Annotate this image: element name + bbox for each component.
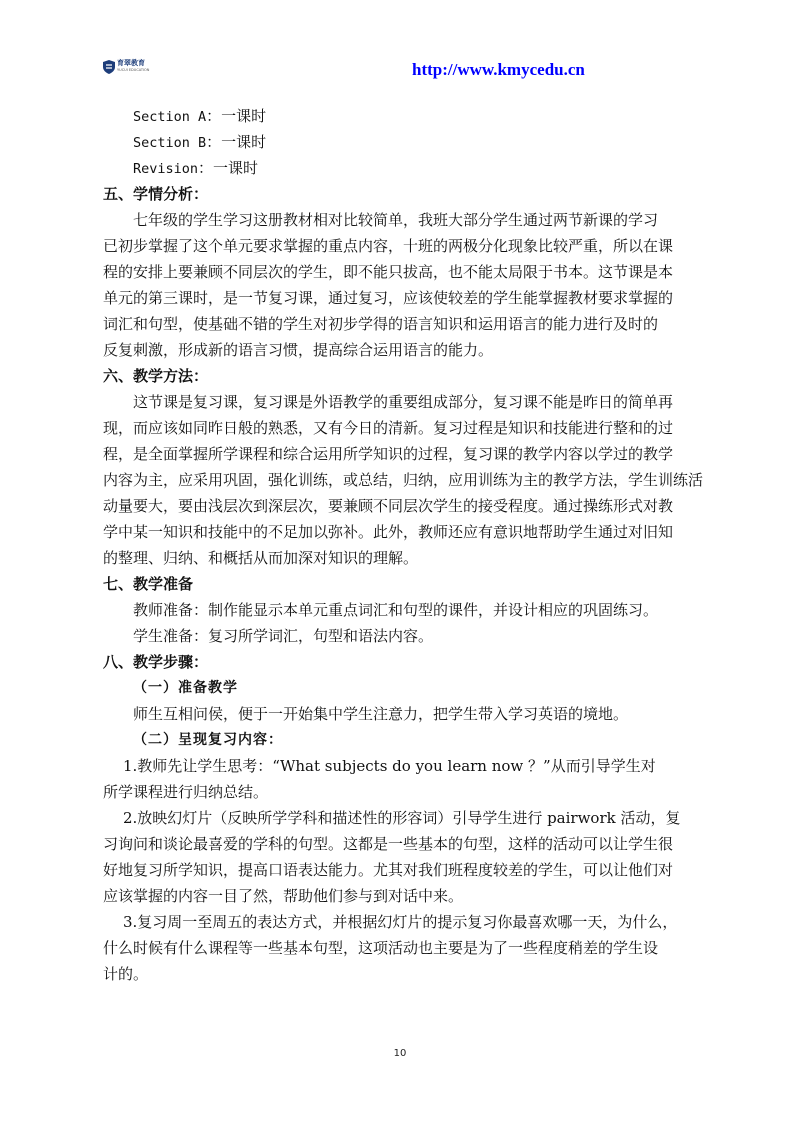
text-line: 3.复习周一至周五的表达方式，并根据幻灯片的提示复习你最喜欢哪一天，为什么， (123, 913, 678, 931)
text-line: 七年级的学生学习这册教材相对比较简单，我班大部分学生通过两节新课的学习 (133, 211, 659, 229)
sub-heading: （二）呈现复习内容： (133, 732, 283, 748)
page-number: 10 (393, 1048, 407, 1059)
section-heading: 六、教学方法： (103, 367, 209, 385)
text-line: Section A：一课时 (133, 107, 267, 125)
logo-subtext: YUCUI EDUCATION (117, 68, 150, 72)
header-url-link[interactable]: http://www.kmycedu.cn (412, 60, 585, 79)
sub-heading: （一）准备教学 (133, 680, 238, 696)
text-line: 词汇和句型，使基础不错的学生对初步学得的语言知识和运用语言的能力进行及时的 (103, 315, 659, 333)
text-line: 所学课程进行归纳总结。 (103, 783, 269, 801)
text-line: 什么时候有什么课程等一些基本句型，这项活动也主要是为了一些程度稍差的学生设 (103, 939, 659, 957)
text-line: 学生准备：复习所学词汇，句型和语法内容。 (133, 627, 434, 645)
text-line: Section B：一课时 (133, 133, 267, 151)
text-line: 学中某一知识和技能中的不足加以弥补。此外，教师还应有意识地帮助学生通过对旧知 (103, 523, 674, 541)
text-line: 计的。 (103, 965, 149, 983)
text-line: 动量要大，要由浅层次到深层次，要兼顾不同层次学生的接受程度。通过操练形式对教 (103, 497, 674, 515)
section-heading: 八、教学步骤： (103, 653, 209, 671)
text-line: 的整理、归纳、和概括从而加深对知识的理解。 (103, 549, 419, 567)
header-logo (103, 59, 155, 77)
text-line: 现，而应该如同昨日般的熟悉，又有今日的清新。复习过程是知识和技能进行整和的过 (103, 419, 674, 437)
text-line: 程的安排上要兼顾不同层次的学生，即不能只拔高，也不能太局限于书本。这节课是本 (103, 263, 674, 281)
text-line: 程，是全面掌握所学课程和综合运用所学知识的过程，复习课的教学内容以学过的教学 (103, 445, 674, 463)
text-line: 师生互相问侯，便于一开始集中学生注意力，把学生带入学习英语的境地。 (133, 705, 629, 723)
text-line: 教师准备：制作能显示本单元重点词汇和句型的课件，并设计相应的巩固练习。 (133, 601, 659, 619)
section-heading: 五、学情分析： (103, 185, 209, 203)
logo-text: 育翠教育 (117, 59, 145, 67)
text-line: 这节课是复习课，复习课是外语教学的重要组成部分，复习课不能是昨日的简单再 (133, 393, 674, 411)
text-line: 好地复习所学知识，提高口语表达能力。尤其对我们班程度较差的学生，可以让他们对 (103, 861, 674, 879)
text-line: 1.教师先让学生思考：“What subjects do you learn now ？”从而引导学生对 (123, 757, 656, 775)
text-line: 内容为主，应采用巩固，强化训练，或总结，归纳，应用训练为主的教学方法，学生训练活 (103, 471, 704, 489)
logo-shield-icon (103, 60, 115, 74)
text-line: 应该掌握的内容一目了然，帮助他们参与到对话中来。 (103, 887, 464, 905)
text-line: 习询问和谈论最喜爱的学科的句型。这都是一些基本的句型，这样的活动可以让学生很 (103, 835, 674, 853)
text-line: 反复刺激，形成新的语言习惯，提高综合运用语言的能力。 (103, 341, 494, 359)
section-heading: 七、教学准备 (103, 575, 194, 593)
text-line: 单元的第三课时，是一节复习课，通过复习，应该使较差的学生能掌握教材要求掌握的 (103, 289, 674, 307)
text-line: Revision：一课时 (133, 159, 259, 177)
text-line: 2.放映幻灯片（反映所学学科和描述性的形容词）引导学生进行 pairwork 活动，复 (123, 809, 681, 827)
text-line: 已初步掌握了这个单元要求掌握的重点内容，十班的两极分化现象比较严重，所以在课 (103, 237, 674, 255)
document-body (103, 103, 713, 987)
